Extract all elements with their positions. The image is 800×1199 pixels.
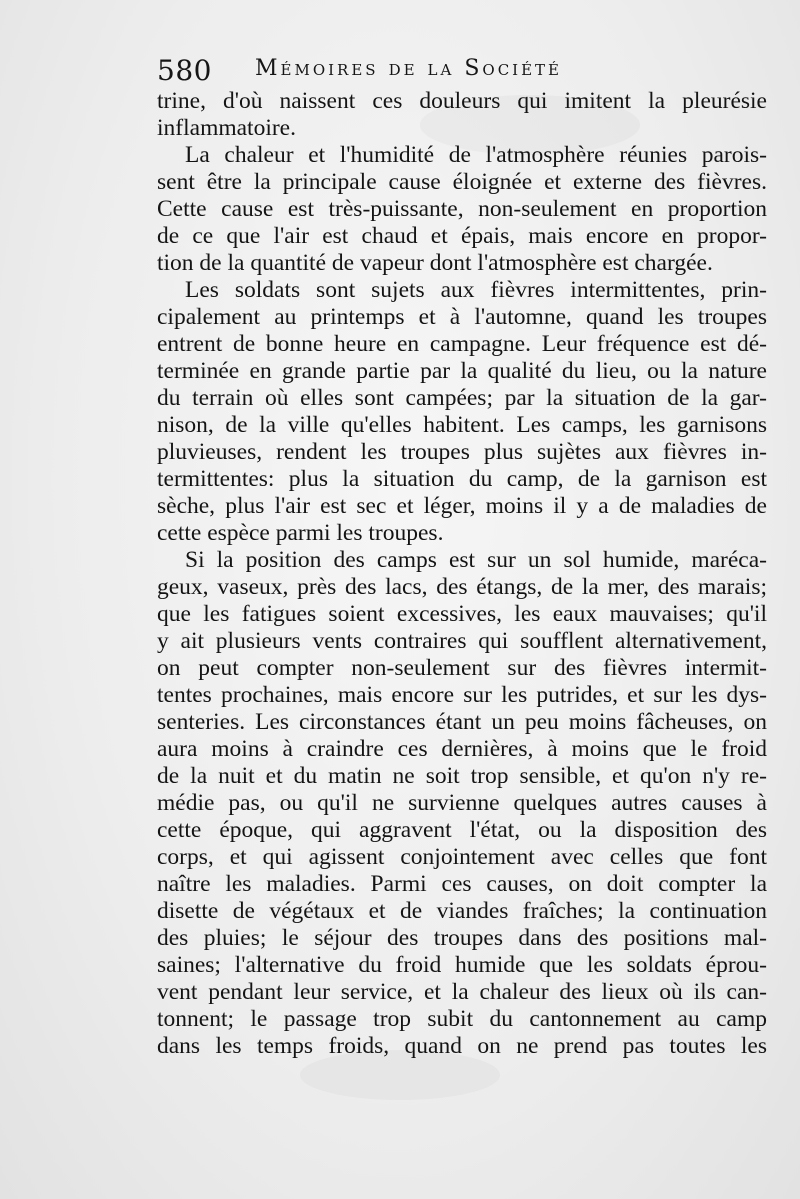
text-line: trine, d'où naissent ces douleurs qui imitent la pleurésie xyxy=(157,88,767,114)
text-line: vent pendant leur service, et la chaleur des lieux où ils can- xyxy=(157,979,767,1005)
text-line: Les soldats sont sujets aux fièvres intermittentes, prin- xyxy=(185,277,767,303)
text-line: tentes prochaines, mais encore sur les putrides, et sur les dys- xyxy=(157,682,767,708)
text-line: cette époque, qui aggravent l'état, ou la disposition des xyxy=(157,817,767,843)
text-line: médie pas, ou qu'il ne survienne quelques autres causes à xyxy=(157,790,767,816)
body-text xyxy=(157,88,767,1060)
text-line: pluvieuses, rendent les troupes plus sujètes aux fièvres in- xyxy=(157,439,767,465)
text-line: y ait plusieurs vents contraires qui soufflent alternativement, xyxy=(157,628,767,654)
text-line: cette espèce parmi les troupes. xyxy=(157,520,444,546)
page-header xyxy=(157,48,667,88)
text-line: La chaleur et l'humidité de l'atmosphère réunies parois- xyxy=(185,142,767,168)
text-line: tonnent; le passage trop subit du cantonnement au camp xyxy=(157,1006,767,1032)
text-line: aura moins à craindre ces dernières, à moins que le froid xyxy=(157,736,767,762)
text-line: nison, de la ville qu'elles habitent. Les camps, les garnisons xyxy=(157,412,767,438)
text-line: de la nuit et du matin ne soit trop sensible, et qu'on n'y re- xyxy=(157,763,767,789)
text-line: cipalement au printemps et à l'automne, quand les troupes xyxy=(157,304,767,330)
text-line: tion de la quantité de vapeur dont l'atmosphère est chargée. xyxy=(157,250,713,276)
page-number: 580 xyxy=(157,54,212,87)
text-line: senteries. Les circonstances étant un peu moins fâcheuses, on xyxy=(157,709,767,735)
text-line: que les fatigues soient excessives, les eaux mauvaises; qu'il xyxy=(157,601,767,627)
running-head: Mémoires de la Société xyxy=(255,56,563,81)
text-line: sent être la principale cause éloignée et externe des fièvres. xyxy=(157,169,767,195)
text-line: geux, vaseux, près des lacs, des étangs, de la mer, des marais; xyxy=(157,574,767,600)
text-line: naître les maladies. Parmi ces causes, on doit compter la xyxy=(157,871,767,897)
text-line: disette de végétaux et de viandes fraîches; la continuation xyxy=(157,898,767,924)
text-line: saines; l'alternative du froid humide que les soldats éprou- xyxy=(157,952,767,978)
text-line: Si la position des camps est sur un sol humide, maréca- xyxy=(185,547,767,573)
text-line: du terrain où elles sont campées; par la situation de la gar- xyxy=(157,385,767,411)
text-line: corps, et qui agissent conjointement avec celles que font xyxy=(157,844,767,870)
text-line: terminée en grande partie par la qualité du lieu, ou la nature xyxy=(157,358,767,384)
text-line: entrent de bonne heure en campagne. Leur fréquence est dé- xyxy=(157,331,767,357)
text-line: sèche, plus l'air est sec et léger, moins il y a de maladies de xyxy=(157,493,767,519)
text-line: de ce que l'air est chaud et épais, mais encore en propor- xyxy=(157,223,767,249)
text-line: des pluies; le séjour des troupes dans des positions mal- xyxy=(157,925,767,951)
text-line: Cette cause est très-puissante, non-seulement en proportion xyxy=(157,196,767,222)
text-line: inflammatoire. xyxy=(157,115,296,141)
text-line: dans les temps froids, quand on ne prend pas toutes les xyxy=(157,1033,767,1059)
text-line: on peut compter non-seulement sur des fièvres intermit- xyxy=(157,655,767,681)
text-line: termittentes: plus la situation du camp, de la garnison est xyxy=(157,466,767,492)
